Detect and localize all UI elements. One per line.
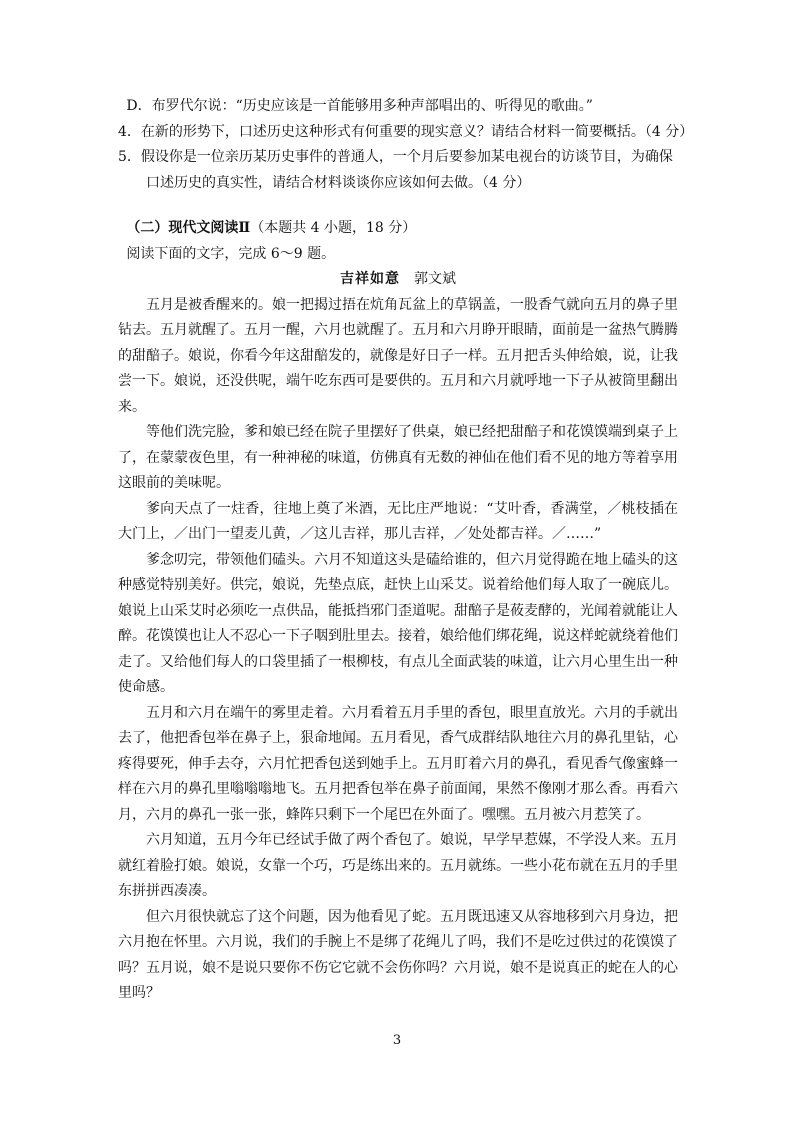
article-paragraph-1: 五月是被香醒来的。娘一把揭过捂在炕角瓦盆上的草锅盖，一股香气就向五月的鼻子里钻去。五月就醒了。五月一醒，六月也就醒了。五月和六月睁开眼睛，面前是一盆热气腾腾的甜醅子。娘说，你看今年这甜醅发的，就像是好日子一样。五月把舌头伸给娘，说，让我尝一下。娘说，还没供呢，端午吃东西可是要供的。五月和六月就呼地一下子从被筒里翻出来。 xyxy=(118,296,678,415)
article-paragraph-2: 等他们洗完脸，爹和娘已经在院子里摆好了供桌，娘已经把甜醅子和花馍馍端到桌子上了，在蒙蒙夜色里，有一种神秘的味道，仿佛真有无数的神仙在他们看不见的地方等着享用这眼前的美味呢。 xyxy=(118,424,678,491)
article-paragraph-5: 五月和六月在端午的雾里走着。六月看着五月手里的香包，眼里直放光。六月的手就出去了，他把香包举在鼻子上，狠命地闻。五月看见，香气成群结队地往六月的鼻孔里钻，心疼得要死，伸手去夺，六月忙把香包送到她手上。五月盯着六月的鼻孔，看见香气像蜜蜂一样在六月的鼻孔里嗡嗡嗡地飞。五月把香包举在鼻子前面闻，果然不像刚才那么香。再看六月，六月的鼻孔一张一张，蜂阵只剩下一个尾巴在外面了。嘿嘿。五月被六月惹笑了。 xyxy=(118,704,678,823)
article-paragraph-7: 但六月很快就忘了这个问题，因为他看见了蛇。五月既迅速又从容地移到六月身边，把六月抱在怀里。六月说，我们的手腕上不是绑了花绳儿了吗，我们不是吃过供过的花馍馍了吗？五月说，娘不是说只要你不伤它它就不会伤你吗？六月说，娘不是说真正的蛇在人的心里吗？ xyxy=(118,908,678,1001)
section-heading xyxy=(118,216,678,242)
article-paragraph-3: 爹向天点了一炷香，往地上奠了米酒，无比庄严地说：“艾叶香，香满堂，／桃枝插在大门上，／出门一望麦儿黄，／这儿吉祥，那儿吉祥，／处处都吉祥。／……” xyxy=(118,500,678,542)
page-number: 3 xyxy=(392,1033,402,1048)
question-4-line-1: 4．在新的形势下，口述历史这种形式有何重要的现实意义？请结合材料一简要概括。（4 分） xyxy=(118,123,694,140)
article-title: 吉祥如意 xyxy=(340,271,400,287)
article-paragraph-6: 六月知道，五月今年已经试手做了两个香包了。娘说，早学早惹媒，不学没人来。五月就红着脸打娘。娘说，女靠一个巧，巧是练出来的。五月就练。一些小花布就在五月的手里东拼拼西凑凑。 xyxy=(118,832,678,899)
article-author: 郭文斌 xyxy=(414,271,456,287)
page-content xyxy=(118,94,694,1007)
article-paragraph-4: 爹念叨完，带领他们磕头。六月不知道这头是磕给谁的，但六月觉得跪在地上磕头的这种感觉特别美好。供完，娘说，先垫点底，赶快上山采艾。说着给他们每人取了一碗底儿。娘说上山采艾时必须吃一点供品，能抵挡邪门歪道呢。甜醅子是莜麦酵的，光闻着就能让人醉。花馍馍也让人不忍心一下子咽到肚里去。接着，娘给他们绑花绳，说这样蛇就绕着他们走了。又给他们每人的口袋里插了一根柳枝，有点儿全面武装的味道，让六月心里生出一种使命感。 xyxy=(118,551,678,695)
section-note: （本题共 4 小题，18 分） xyxy=(250,220,417,236)
article-title-line xyxy=(118,267,678,293)
option-d: D．布罗代尔说：“历史应该是一首能够用多种声部唱出的、听得见的歌曲。” xyxy=(126,98,593,114)
section-title: （二）现代文阅读Ⅱ xyxy=(126,220,251,236)
question-5-line-2: 口述历史的真实性，请结合材料谈谈你应该如何去做。（4 分） xyxy=(146,174,531,191)
question-4 xyxy=(118,120,694,146)
section-instruction: 阅读下面的文字，完成 6～9 题。 xyxy=(126,245,336,262)
question-5 xyxy=(118,145,678,196)
question-5-line-1: 5．假设你是一位亲历某历史事件的普通人，一个月后要参加某电视台的访谈节目，为确保 xyxy=(118,149,673,165)
